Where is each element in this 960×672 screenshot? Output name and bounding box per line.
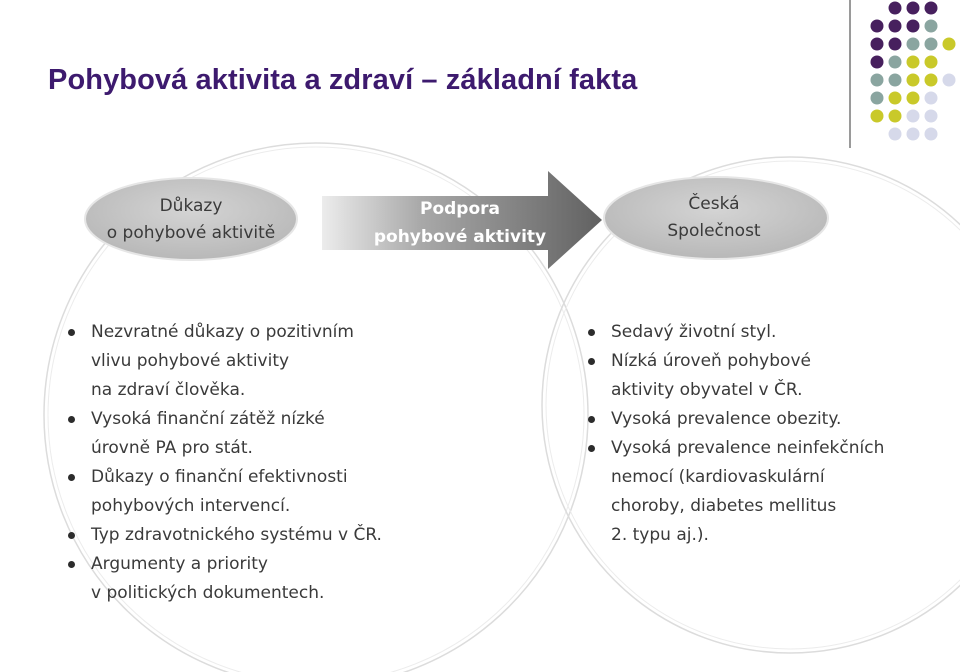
list-item: Vysoká prevalence obezity.: [586, 405, 936, 434]
right-heading: Česká Společnost: [667, 194, 761, 241]
list-item: Argumenty a priority v politických dokumentech.: [66, 550, 446, 608]
page-title: Pohybová aktivita a zdraví – základní fakta: [48, 64, 638, 96]
left-bullet-list: [66, 318, 446, 608]
left-heading: Důkazy o pohybové aktivitě: [106, 196, 276, 243]
list-item: Sedavý životní styl.: [586, 318, 936, 347]
list-item: Vysoká finanční zátěž nízké úrovně PA pro stát.: [66, 405, 446, 463]
list-item: Nízká úroveň pohybové aktivity obyvatel v ČR.: [586, 347, 936, 405]
list-item: Typ zdravotnického systému v ČR.: [66, 521, 446, 550]
arrow-label: Podpora pohybové aktivity: [373, 199, 547, 247]
list-item: Vysoká prevalence neinfekčních nemocí (kardiovaskulární choroby, diabetes mellitus 2. typu aj.).: [586, 434, 936, 550]
right-bullet-list: [586, 318, 936, 550]
list-item: Nezvratné důkazy o pozitivním vlivu pohybové aktivity na zdraví člověka.: [66, 318, 446, 405]
list-item: Důkazy o finanční efektivnosti pohybových intervencí.: [66, 463, 446, 521]
